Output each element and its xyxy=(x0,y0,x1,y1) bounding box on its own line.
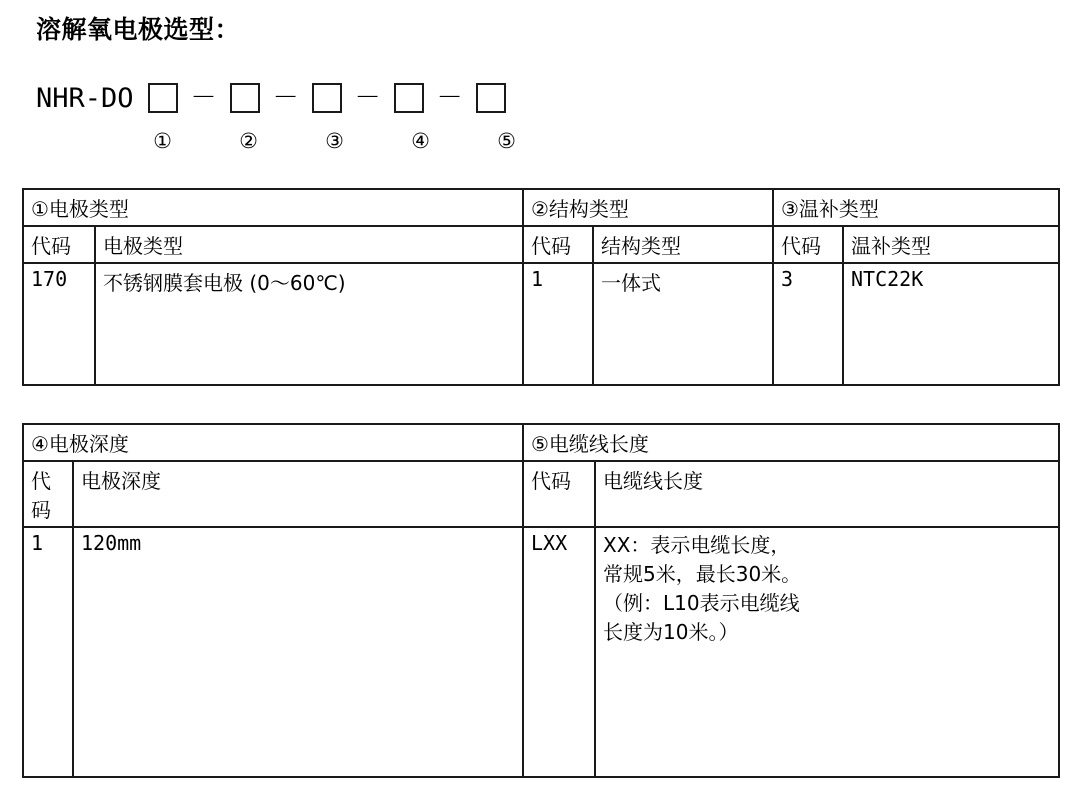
col-header-value-2: 结构类型 xyxy=(593,226,773,263)
cell-code-1-0: 170 xyxy=(23,263,95,385)
cell-value-2-0: 一体式 xyxy=(593,263,773,385)
col-header-value-4: 电极深度 xyxy=(73,461,523,527)
col-header-code-2: 代码 xyxy=(523,226,593,263)
table-row xyxy=(23,189,1059,226)
table-upper xyxy=(22,188,1060,386)
section-title-2: ②结构类型 xyxy=(523,189,773,226)
section-title-3: ③温补类型 xyxy=(773,189,1059,226)
model-marker-2: ② xyxy=(239,128,258,153)
model-separator-3: － xyxy=(354,83,381,113)
model-code-line xyxy=(36,78,506,118)
section-title-1: ①电极类型 xyxy=(23,189,523,226)
model-slot-box-1[interactable] xyxy=(148,83,178,113)
col-header-value-5: 电缆线长度 xyxy=(595,461,1059,527)
model-separator-1: － xyxy=(190,83,217,113)
col-header-value-1: 电极类型 xyxy=(95,226,523,263)
table-row xyxy=(23,226,1059,263)
model-prefix: NHR-DO xyxy=(36,82,134,114)
section-title-4: ④电极深度 xyxy=(23,424,523,461)
table-row xyxy=(23,263,1059,385)
model-marker-3: ③ xyxy=(325,128,344,153)
section-title-5: ⑤电缆线长度 xyxy=(523,424,1059,461)
cell-code-3-0: 3 xyxy=(773,263,843,385)
cell-code-5-0: LXX xyxy=(523,527,595,777)
cell-value-5-0 xyxy=(595,527,1059,777)
cable-note-line-1: XX：表示电缆长度， xyxy=(603,533,791,557)
model-slot-box-2[interactable] xyxy=(230,83,260,113)
cell-value-3-0: NTC22K xyxy=(843,263,1059,385)
model-marker-4: ④ xyxy=(411,128,430,153)
table-row xyxy=(23,527,1059,777)
table-row xyxy=(23,461,1059,527)
cable-note-line-3: （例：L10表示电缆线 xyxy=(603,591,800,615)
model-slot-box-4[interactable] xyxy=(394,83,424,113)
model-slot-box-3[interactable] xyxy=(312,83,342,113)
cell-code-2-0: 1 xyxy=(523,263,593,385)
cell-value-4-0: 120mm xyxy=(73,527,523,777)
cell-code-4-0: 1 xyxy=(23,527,73,777)
table-row xyxy=(23,424,1059,461)
model-slot-box-5[interactable] xyxy=(476,83,506,113)
page-title: 溶解氧电极选型： xyxy=(36,15,241,44)
cell-value-1-0: 不锈钢膜套电极 (0～60℃) xyxy=(95,263,523,385)
cable-note-line-2: 常规5米，最长30米。 xyxy=(603,562,802,586)
model-marker-row xyxy=(36,126,522,156)
col-header-code-1: 代码 xyxy=(23,226,95,263)
col-header-code-4: 代码 xyxy=(23,461,73,527)
col-header-code-5: 代码 xyxy=(523,461,595,527)
model-separator-4: － xyxy=(436,83,463,113)
table-lower xyxy=(22,423,1060,778)
model-marker-1: ① xyxy=(153,128,172,153)
col-header-value-3: 温补类型 xyxy=(843,226,1059,263)
cable-note-line-4: 长度为10米。） xyxy=(603,620,739,644)
col-header-code-3: 代码 xyxy=(773,226,843,263)
model-marker-5: ⑤ xyxy=(497,128,516,153)
model-separator-2: － xyxy=(272,83,299,113)
